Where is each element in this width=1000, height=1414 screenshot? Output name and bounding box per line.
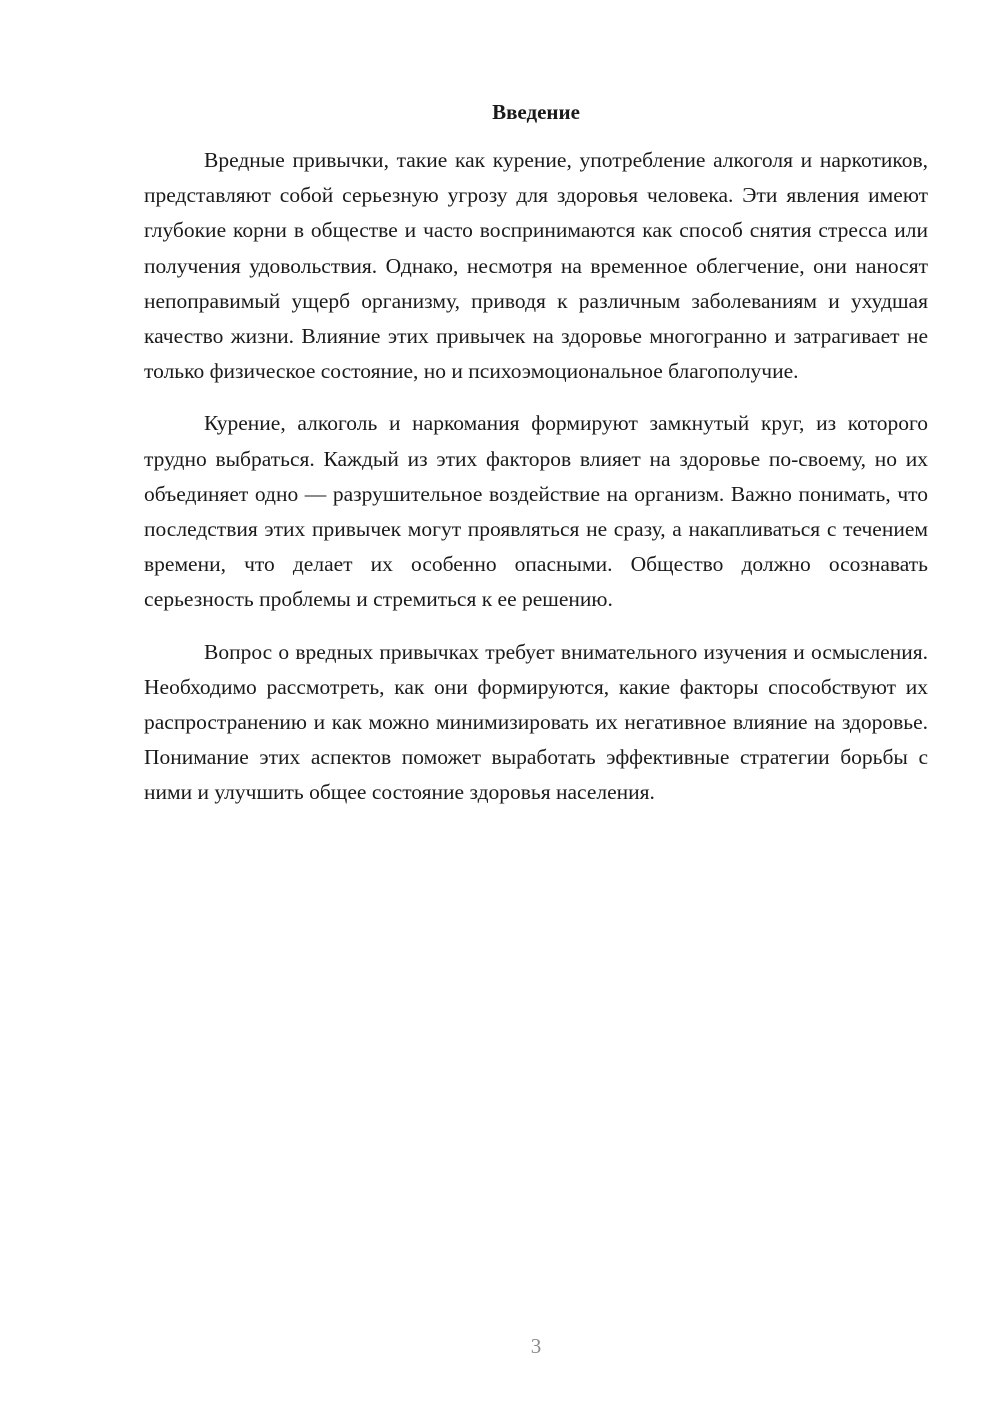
paragraph-2: Курение, алкоголь и наркомания формируют замкнутый круг, из которого трудно выбраться. Каждый из этих факторов влияет на здоровье по-своему, но их объединяет одно — разрушительное воздействие на организм. Важно понимать, что последствия этих привычек могут проявляться не сразу, а накапливаться с течением времени, что делает их особенно опасными. Общество должно осознавать серьезность проблемы и стремиться к ее решению. — [144, 411, 928, 612]
body-text — [144, 143, 928, 828]
section-heading: Введение — [492, 100, 580, 124]
paragraph-1: Вредные привычки, такие как курение, употребление алкоголя и наркотиков, представляют собой серьезную угрозу для здоровья человека. Эти явления имеют глубокие корни в обществе и часто воспринимаются как способ снятия стресса или получения удовольствия. Однако, несмотря на временное облегчение, они наносят непоправимый ущерб организму, приводя к различным заболеваниям и ухудшая качество жизни. Влияние этих привычек на здоровье многогранно и затрагивает не только физическое состояние, но и психоэмоциональное благополучие. — [144, 148, 928, 384]
page-number: 3 — [530, 1334, 542, 1358]
paragraph-3: Вопрос о вредных привычках требует внимательного изучения и осмысления. Необходимо рассмотреть, как они формируются, какие факторы способствуют их распространению и как можно минимизировать их негативное влияние на здоровье. Понимание этих аспектов поможет выработать эффективные стратегии борьбы с ними и улучшить общее состояние здоровья населения. — [144, 639, 928, 805]
